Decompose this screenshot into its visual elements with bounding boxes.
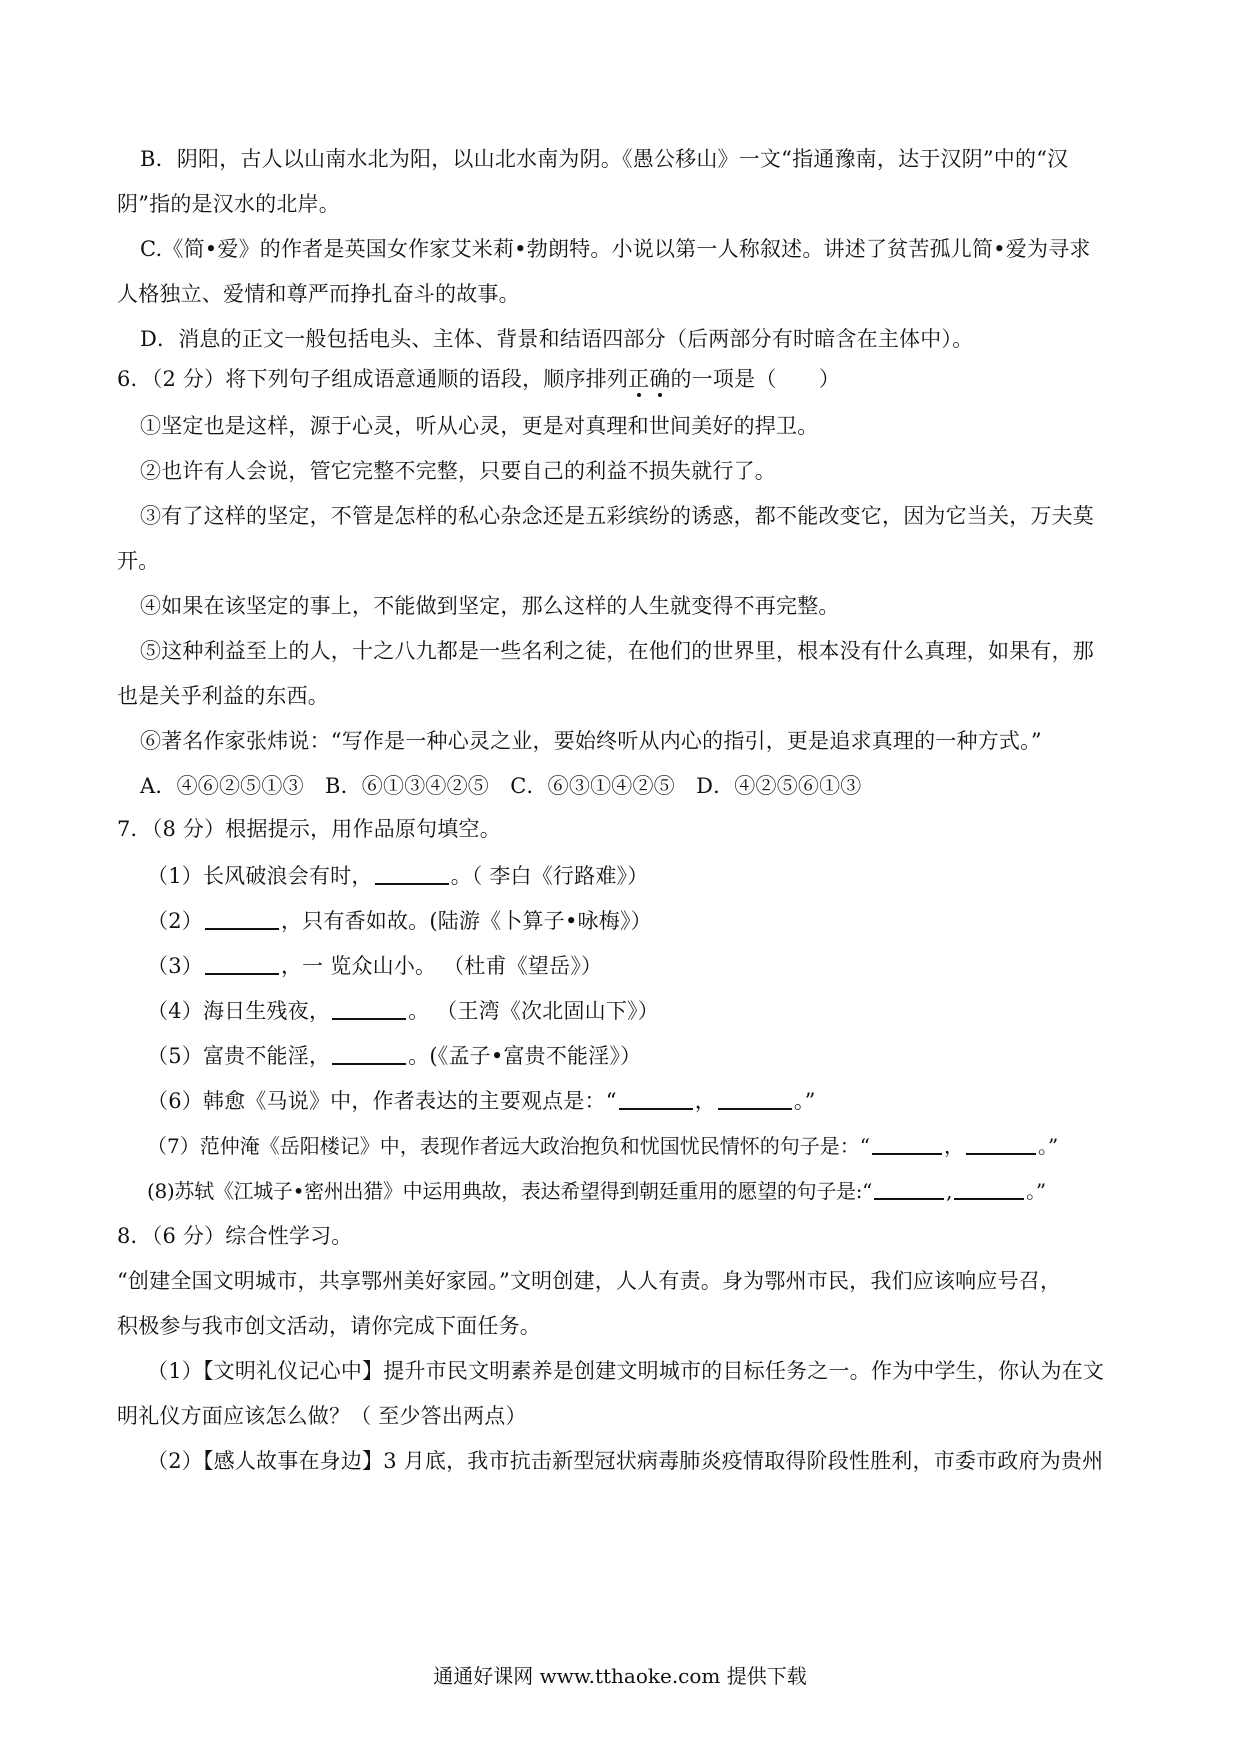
- q5-option-c-line2: 人格独立、爱情和尊严而挣扎奋斗的故事。: [117, 282, 520, 306]
- q5-option-c-line1: C.《简•爱》的作者是英国女作家艾米莉•勃朗特。小说以第一人称叙述。讲述了贫苦孤儿简•爱为寻求: [140, 237, 1091, 261]
- answer-blank[interactable]: [619, 1090, 693, 1110]
- fill-item-2-b: ，只有香如故。(陆游《卜算子•咏梅》）: [280, 909, 652, 933]
- fill-item-6-a: （6）韩愈《马说》中，作者表达的主要观点是：“: [147, 1089, 617, 1113]
- sentence-4: ④如果在该坚定的事上，不能做到坚定，那么这样的人生就变得不再完整。: [140, 594, 840, 618]
- fill-item-8-b: 。”: [1026, 1179, 1046, 1203]
- fill-item-2: [147, 907, 652, 935]
- sentence-1: ①坚定也是这样，源于心灵，听从心灵，更是对真理和世间美好的捍卫。: [140, 414, 819, 438]
- fill-item-5: [147, 1042, 641, 1070]
- fill-item-8: [147, 1177, 1046, 1205]
- fill-item-1: [147, 862, 648, 890]
- fill-item-6-sep: ，: [694, 1089, 716, 1113]
- q5-option-b-line1: B．阴阳，古人以山南水北为阳，以山北水南为阴。《愚公移山》一文“指通豫南，达于汉阴”中的“汉: [140, 147, 1069, 171]
- fill-item-4-a: （4）海日生残夜，: [147, 999, 331, 1023]
- question-8-task2-line1: （2）【感人故事在身边】3 月底，我市抗击新型冠状病毒肺炎疫情取得阶段性胜利，市委市政府为贵州: [147, 1449, 1104, 1473]
- answer-blank[interactable]: [205, 955, 279, 975]
- fill-item-5-a: （5）富贵不能淫，: [147, 1044, 331, 1068]
- fill-item-5-b: 。(《孟子•富贵不能淫》）: [408, 1044, 642, 1068]
- fill-item-3: [147, 952, 602, 980]
- answer-blank[interactable]: [954, 1180, 1024, 1200]
- fill-item-3-b: ，一 览众山小。 （杜甫《望岳》）: [280, 954, 603, 978]
- fill-item-8-a: (8)苏轼《江城子•密州出猎》中运用典故，表达希望得到朝廷重用的愿望的句子是:“: [147, 1179, 873, 1203]
- question-8-intro-line2: 积极参与我市创文活动，请你完成下面任务。: [117, 1314, 541, 1338]
- fill-item-7-b: 。”: [1037, 1134, 1059, 1158]
- answer-blank[interactable]: [966, 1135, 1036, 1155]
- answer-blank[interactable]: [332, 1000, 406, 1020]
- answer-blank[interactable]: [332, 1045, 406, 1065]
- question-8-task1-line1: （1）【文明礼仪记心中】提升市民文明素养是创建文明城市的目标任务之一。作为中学生，你认为在文: [147, 1359, 1105, 1383]
- page-footer: 通通好课网 www.tthaoke.com 提供下载: [433, 1664, 807, 1688]
- question-8-stem: 8．（6 分）综合性学习。: [117, 1224, 353, 1248]
- question-6-stem-b: 的一项是（ ）: [670, 367, 841, 391]
- answer-blank[interactable]: [718, 1090, 792, 1110]
- fill-item-3-a: （3）: [147, 954, 203, 978]
- sentence-5-line2: 也是关乎利益的东西。: [117, 684, 329, 708]
- answer-blank[interactable]: [375, 865, 449, 885]
- question-8-intro-line1: “创建全国文明城市，共享鄂州美好家园。”文明创建，人人有责。身为鄂州市民，我们应该响应号召，: [117, 1269, 1062, 1293]
- emphasis-char-1: 正: [628, 367, 650, 391]
- answer-blank[interactable]: [205, 910, 279, 930]
- question-7-stem: 7．（8 分）根据提示，用作品原句填空。: [117, 817, 501, 841]
- question-6-options: A．④⑥②⑤①③ B．⑥①③④②⑤ C．⑥③①④②⑤ D．④②⑤⑥①③: [140, 774, 862, 798]
- q5-option-d: D．消息的正文一般包括电头、主体、背景和结语四部分（后两部分有时暗含在主体中）。: [140, 327, 974, 351]
- fill-item-1-b: 。（ 李白《行路难》）: [450, 864, 649, 888]
- answer-blank[interactable]: [872, 1135, 942, 1155]
- sentence-5-line1: ⑤这种利益至上的人，十之八九都是一些名利之徒，在他们的世界里，根本没有什么真理，如果有，那: [140, 639, 1094, 663]
- fill-item-8-sep: ,: [946, 1179, 953, 1203]
- fill-item-6: [147, 1087, 816, 1115]
- fill-item-1-a: （1）长风破浪会有时，: [147, 864, 373, 888]
- fill-item-7-a: （7）范仲淹《岳阳楼记》中，表现作者远大政治抱负和忧国忧民情怀的句子是：“: [147, 1134, 870, 1158]
- fill-item-7: [147, 1132, 1058, 1160]
- fill-item-4-b: 。 （王湾《次北固山下》）: [408, 999, 659, 1023]
- fill-item-6-b: 。”: [793, 1089, 816, 1113]
- sentence-2: ②也许有人会说，管它完整不完整，只要自己的利益不损失就行了。: [140, 459, 776, 483]
- fill-item-7-sep: ，: [943, 1134, 964, 1158]
- emphasis-char-2: 确: [649, 367, 671, 391]
- sentence-6: ⑥著名作家张炜说：“写作是一种心灵之业，要始终听从内心的指引，更是追求真理的一种方式。”: [140, 729, 1042, 753]
- question-6-stem: [117, 365, 840, 393]
- sentence-3-line1: ③有了这样的坚定，不管是怎样的私心杂念还是五彩缤纷的诱惑，都不能改变它，因为它当关，万夫莫: [140, 504, 1094, 528]
- sentence-3-line2: 开。: [117, 549, 160, 573]
- question-6-stem-a: 6．（2 分）将下列句子组成语意通顺的语段，顺序排列: [117, 367, 629, 391]
- fill-item-2-a: （2）: [147, 909, 203, 933]
- answer-blank[interactable]: [874, 1180, 944, 1200]
- question-8-task1-line2: 明礼仪方面应该怎么做？（ 至少答出两点）: [117, 1404, 527, 1428]
- q5-option-b-line2: 阴”指的是汉水的北岸。: [117, 192, 340, 216]
- fill-item-4: [147, 997, 659, 1025]
